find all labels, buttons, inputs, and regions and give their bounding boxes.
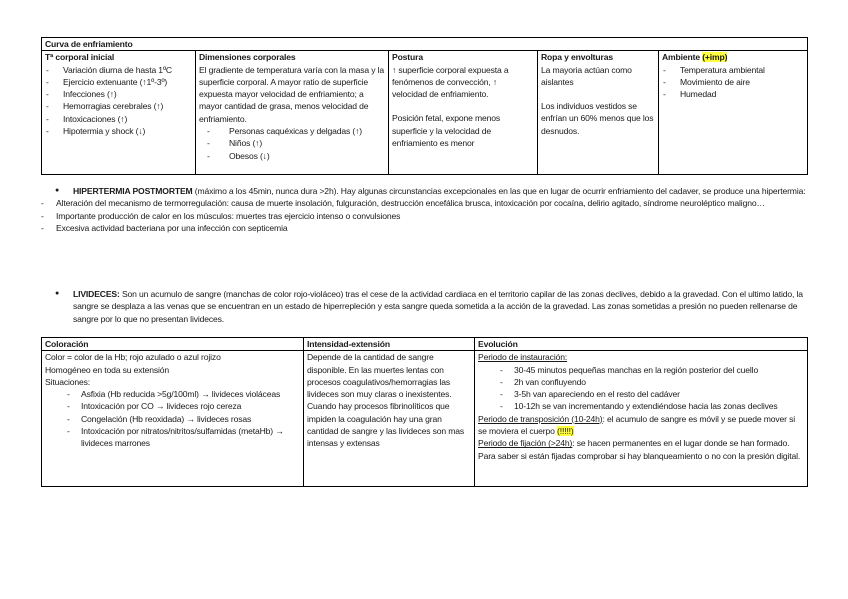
environment-cell — [659, 51, 808, 175]
list-item: - Hipotermia y shock (↓) — [45, 125, 192, 137]
initial-temperature-cell — [42, 51, 196, 175]
intensity-text-1: Depende de la cantidad de sangre disponible. En las muertes lentas con procesos coagulativos/hemorragias las livideces son muy claras o inexistentes. — [307, 352, 452, 400]
list-item: - Infecciones (↑) — [45, 88, 192, 100]
instauracion-list — [478, 364, 804, 413]
list-item: - Variación diurna de hasta 1ºC — [45, 64, 192, 76]
list-item: - Humedad — [662, 88, 804, 100]
clothing-text-2: Los individuos vestidos se enfrían un 60% menos que los desnudos. — [541, 101, 654, 136]
coloration-list — [45, 388, 300, 449]
body-dimensions-header: Dimensiones corporales — [199, 52, 296, 63]
transposicion-highlight: (!!!!!) — [557, 426, 574, 437]
list-item: - 3-5h van apareciendo en el resto del cadáver — [478, 388, 804, 400]
evolution-cell — [475, 351, 808, 487]
posture-text-2: Posición fetal, expone menos superficie y la velocidad de enfriamiento es menor — [392, 113, 501, 149]
transposicion-title: Periodo de transposición (10-24h) — [478, 413, 603, 424]
transposicion-text: : el acumulo de sangre es móvil y se puede mover si se moviera el cuerpo — [478, 413, 796, 437]
list-item: - Ejercicio extenuante (↑1º-3º) — [45, 76, 192, 88]
body-dimensions-list — [199, 125, 385, 162]
list-item: - Alteración del mecanismo de termorregulación: causa de muerte insolación, fulguración, destrucción encefálica brusca, intoxicación por cocaína, delirio agitado, síndrome neuroléptico maligno… — [41, 197, 815, 209]
list-item: - Asfixia (Hb reducida >5g/100ml) → livideces violáceas — [45, 388, 300, 400]
evolution-header: Evolución — [475, 338, 808, 351]
intensity-header: Intensidad-extensión — [304, 338, 475, 351]
list-item: - Obesos (↓) — [199, 150, 385, 162]
clothing-text-1: La mayoria actúan como aislantes — [541, 64, 632, 87]
body-dimensions-cell — [196, 51, 389, 175]
livideces-table — [41, 337, 808, 487]
cooling-curve-caption: Curva de enfriamiento — [42, 38, 808, 51]
list-item: - Personas caquéxicas y delgadas (↑) — [199, 125, 385, 137]
list-item: - Intoxicación por CO → livideces rojo cereza — [45, 400, 300, 412]
livideces-section — [55, 288, 815, 325]
environment-highlight: (+imp) — [702, 52, 728, 63]
environment-header-label: Ambiente — [662, 52, 703, 63]
list-item: - 30-45 minutos pequeñas manchas en la región posterior del cuello — [478, 364, 804, 376]
fijacion-text: : se hacen permanentes en el lugar donde se han formado. Para saber si están fijadas comprobar si hay blanqueamiento o no con la presión digital. — [478, 438, 801, 461]
list-item: - Movimiento de aire — [662, 76, 804, 88]
list-item: - Intoxicaciones (↑) — [45, 113, 192, 125]
clothing-cell — [538, 51, 659, 175]
list-item: - Excesiva actividad bacteriana por una infección con septicemia — [41, 222, 815, 234]
posture-text-1: ↑ superficie corporal expuesta a fenómenos de convección, ↑ velocidad de enfriamiento. — [392, 64, 509, 100]
fijacion-paragraph — [478, 437, 804, 462]
list-item: - Niños (↑) — [199, 137, 385, 149]
hyperthermia-list — [41, 197, 815, 234]
livideces-paragraph — [55, 288, 815, 325]
hyperthermia-title: HIPERTERMIA POSTMORTEM — [73, 186, 193, 196]
coloration-line: Situaciones: — [45, 376, 91, 387]
list-item: - Importante producción de calor en los músculos: muertes tras ejercicio intenso o convulsiones — [41, 210, 815, 222]
clothing-header: Ropa y envolturas — [541, 52, 613, 63]
intensity-text-2: Cuando hay procesos fibrinolíticos que impiden la coagulación hay una gran cantidad de sangre y las livideces son mas intensas y extensas — [307, 401, 465, 449]
list-item: - Congelación (Hb reoxidada) → livideces rosas — [45, 413, 300, 425]
list-item: - Hemorragias cerebrales (↑) — [45, 100, 192, 112]
livideces-text: Son un acumulo de sangre (manchas de color rojo-violáceo) tras el cese de la actividad cardiaca en el territorio capilar de las zonas declives, debido a la gravedad. Con el ultimo latido, la sangre se desplaza a las venas que se encuentran en un estado de hiperrepleción y esta sangre queda sometida a la acción de la gravedad. Las zonas sometidas a presión no pueden rellenarse de sangre por lo que no presentan livideces. — [73, 289, 803, 324]
fijacion-title: Periodo de fijación (>24h) — [478, 438, 573, 449]
transposicion-paragraph — [478, 413, 804, 438]
initial-temperature-header: Tª corporal inicial — [45, 52, 115, 63]
intensity-cell — [304, 351, 475, 487]
instauracion-title: Periodo de instauración: — [478, 352, 568, 363]
list-item: - 10-12h se van incrementando y extendiéndose hacia las zonas declives — [478, 400, 804, 412]
coloration-line: Homogéneo en toda su extensión — [45, 364, 170, 375]
posture-header: Postura — [392, 52, 423, 63]
list-item: - 2h van confluyendo — [478, 376, 804, 388]
body-dimensions-text: El gradiente de temperatura varía con la masa y la superficie corporal. A mayor ratio de superficie expuesta mayor velocidad de enfriamiento; a mayor cantidad de grasa, menos velocidad de enfriamiento. — [199, 64, 385, 124]
hyperthermia-paragraph — [55, 185, 815, 197]
environment-list — [662, 64, 804, 101]
coloration-line: Color = color de la Hb; rojo azulado o azul rojizo — [45, 352, 221, 363]
hyperthermia-intro: (máximo a los 45min, nunca dura >2h). Hay algunas circunstancias excepcionales en las que en lugar de ocurrir enfriamiento del cadaver, se produce una hipertermia: — [192, 186, 806, 196]
list-item: - Temperatura ambiental — [662, 64, 804, 76]
hyperthermia-section — [55, 185, 815, 234]
coloration-header: Coloración — [42, 338, 304, 351]
list-item: - Intoxicación por nitratos/nitritos/sulfamidas (metaHb) → livideces marrones — [45, 425, 300, 450]
environment-header — [662, 51, 804, 63]
cooling-curve-table — [41, 37, 808, 175]
posture-cell — [389, 51, 538, 175]
initial-temperature-list — [45, 64, 192, 138]
livideces-title: LIVIDECES: — [73, 289, 120, 299]
coloration-cell — [42, 351, 304, 487]
